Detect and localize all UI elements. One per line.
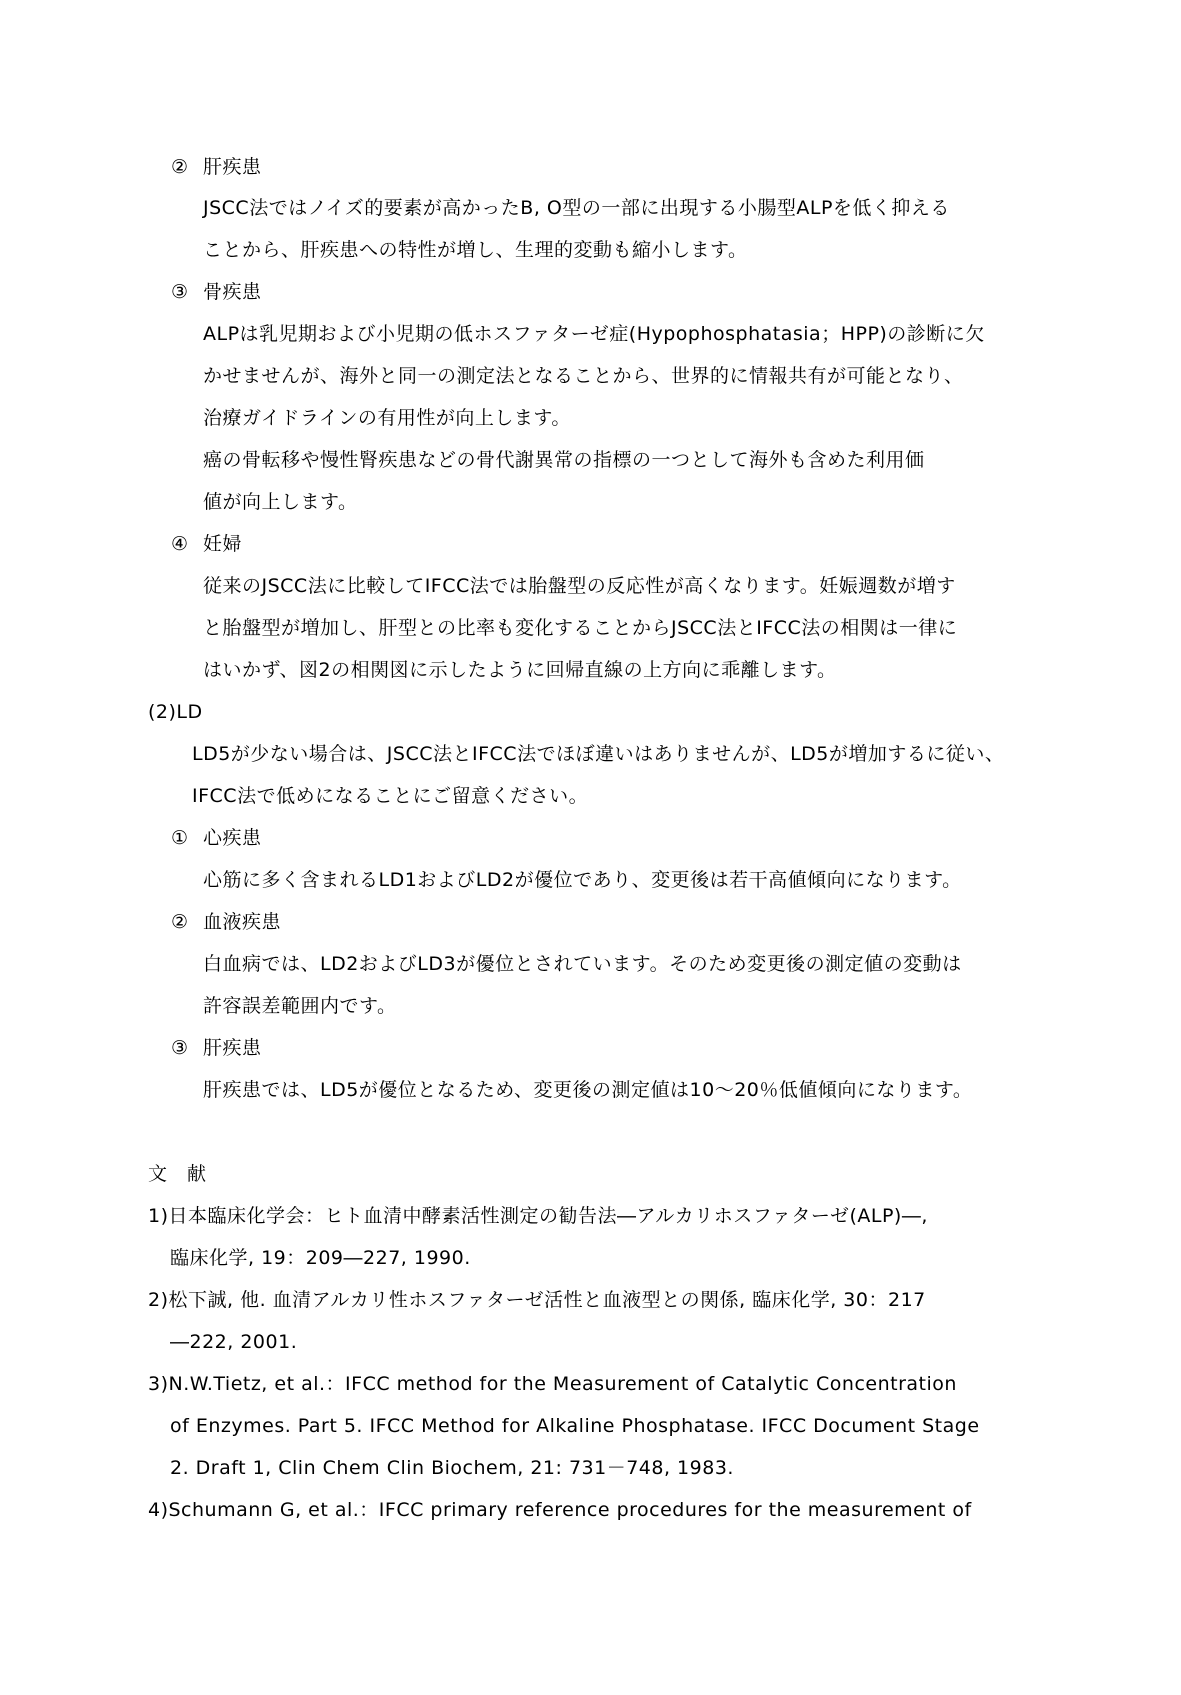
body-line: 癌の骨転移や慢性腎疾患などの骨代謝異常の指標の一つとして海外も含めた利用価: [203, 449, 925, 471]
reference-line: 3)N.W.Tietz, et al.：IFCC method for the Measurement of Catalytic Concentration: [148, 1373, 957, 1395]
body-line: IFCC法で低めになることにご留意ください。: [192, 785, 589, 807]
reference-line: 2. Draft 1, Clin Chem Clin Biochem, 21: 731－748, 1983.: [170, 1457, 734, 1479]
body-line: 治療ガイドラインの有用性が向上します。: [203, 407, 571, 429]
reference-line: of Enzymes. Part 5. IFCC Method for Alkaline Phosphatase. IFCC Document Stage: [170, 1415, 980, 1437]
section-heading-ld: (2)LD: [148, 701, 203, 723]
ld-item-heading: [171, 910, 281, 934]
body-line: 肝疾患では、LD5が優位となるため、変更後の測定値は10～20％低値傾向になります。: [203, 1079, 973, 1101]
item-heading-text: 骨疾患: [203, 281, 262, 303]
body-line: はいかず、図2の相関図に示したように回帰直線の上方向に乖離します。: [203, 659, 837, 681]
reference-line: 臨床化学, 19：209―227, 1990.: [170, 1247, 471, 1269]
item-heading-text: 心疾患: [203, 827, 262, 849]
reference-line: 2)松下誠, 他. 血清アルカリ性ホスファターゼ活性と血液型との関係, 臨床化学, 30：217: [148, 1289, 926, 1311]
ld-item-heading: [171, 826, 262, 850]
body-line: LD5が少ない場合は、JSCC法とIFCC法でほぼ違いはありませんが、LD5が増加するに従い、: [192, 743, 1005, 765]
item-marker: ①: [171, 827, 189, 849]
ld-item-heading: [171, 1036, 262, 1060]
item-heading-text: 肝疾患: [203, 1037, 262, 1059]
item-heading-text: 妊婦: [203, 533, 243, 555]
item-marker: ②: [171, 156, 189, 178]
body-line: ALPは乳児期および小児期の低ホスファターゼ症(Hypophosphatasia；HPP)の診断に欠: [203, 323, 985, 345]
body-line: 従来のJSCC法に比較してIFCC法では胎盤型の反応性が高くなります。妊娠週数が増す: [203, 575, 956, 597]
alp-item-heading: [171, 532, 242, 556]
alp-item-heading: [171, 280, 262, 304]
body-line: JSCC法ではノイズ的要素が高かったB, O型の一部に出現する小腸型ALPを低く抑える: [203, 197, 950, 219]
body-line: 白血病では、LD2およびLD3が優位とされています。そのため変更後の測定値の変動は: [203, 953, 962, 975]
references-heading: 文 献: [148, 1163, 207, 1185]
body-line: と胎盤型が増加し、肝型との比率も変化することからJSCC法とIFCC法の相関は一律に: [203, 617, 958, 639]
reference-line: 4)Schumann G, et al.：IFCC primary reference procedures for the measurement of: [148, 1499, 972, 1521]
item-marker: ②: [171, 911, 189, 933]
reference-line: 1)日本臨床化学会：ヒト血清中酵素活性測定の勧告法―アルカリホスファターゼ(ALP)―,: [148, 1205, 928, 1227]
alp-item-heading: [171, 155, 262, 179]
item-marker: ④: [171, 533, 189, 555]
body-line: かせませんが、海外と同一の測定法となることから、世界的に情報共有が可能となり、: [203, 365, 964, 387]
reference-line: ―222, 2001.: [170, 1331, 298, 1353]
body-line: 許容誤差範囲内です。: [203, 995, 397, 1017]
item-heading-text: 血液疾患: [203, 911, 282, 933]
body-line: ことから、肝疾患への特性が増し、生理的変動も縮小します。: [203, 239, 748, 261]
body-line: 値が向上します。: [203, 491, 358, 513]
body-line: 心筋に多く含まれるLD1およびLD2が優位であり、変更後は若干高値傾向になります。: [203, 869, 962, 891]
item-heading-text: 肝疾患: [203, 156, 262, 178]
item-marker: ③: [171, 281, 189, 303]
item-marker: ③: [171, 1037, 189, 1059]
